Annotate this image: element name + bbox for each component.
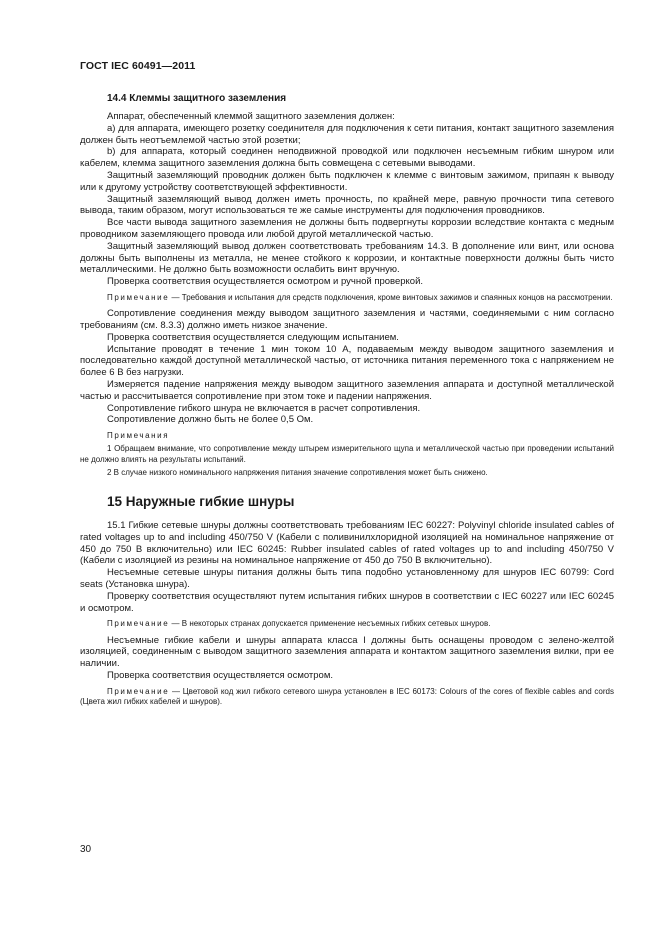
paragraph: Проверка соответствия осуществляется осмотром и ручной проверкой. (107, 276, 424, 288)
section-15-title: 15 Наружные гибкие шнуры (107, 493, 295, 509)
paragraph: Несъемные сетевые шнуры питания должны быть типа подобно установленному для шнуров IEC 60799: Cord seats (Установка шнура). (80, 567, 614, 590)
paragraph: b) для аппарата, который соединен неподвижной проводкой или подключен несъемным гибким шнуром или кабелем, клемма защитного заземления должна быть совмещена с сетевыми выводами. (80, 146, 614, 170)
paragraph: Измеряется падение напряжения между выводом защитного заземления аппарата и доступной металлической частью и рассчитывается сопротивление при этом токе и падении напряжения. (80, 378, 614, 402)
note (80, 687, 614, 707)
page-content (80, 92, 614, 707)
paragraph: Защитный заземляющий вывод должен соответствовать требованиям 14.3. В дополнение или винт, или основа должны быть выполнены из металла, не менее стойкого к коррозии, и контактные поверхности должны быть чисто металлическими. Не должно быть возможности ослабить винт вручную. (80, 240, 614, 276)
section-15-paragraphs (80, 520, 614, 614)
section-14-4-paragraphs (80, 111, 614, 288)
page-number: 30 (80, 844, 92, 855)
paragraph: Все части вывода защитного заземления не должны быть подвергнуты коррозии вследствие контакта с медным проводником заземляющего провода или любой другой металлической частью. (80, 217, 614, 240)
note-item: 2 В случае низкого номинального напряжения питания значение сопротивления может быть снижено. (107, 467, 488, 477)
paragraph: Защитный заземляющий проводник должен быть подключен к клемме с винтовым зажимом, припаян к выводу или к другому устройству соответствующей эффективности. (80, 169, 614, 193)
note-text: — Цветовой код жил гибкого сетевого шнура установлен в IEC 60173: Colours of the cores of flexible cables and cords (Цвета жил гибких кабелей и шнуров). (80, 686, 614, 706)
paragraph: Проверка соответствия осуществляется осмотром. (107, 669, 334, 681)
section-14-4-paragraphs-2 (80, 308, 614, 426)
paragraph: Аппарат, обеспеченный клеммой защитного заземления должен: (107, 111, 395, 122)
note-label: Примечание (107, 292, 170, 302)
notes-label: Примечания (107, 431, 170, 441)
note-item: 1 Обращаем внимание, что сопротивление между штырем измерительного щупа и металлической частью при проведении испытаний не должно влиять на результаты испытаний. (80, 444, 614, 464)
paragraph: Проверка соответствия осуществляется следующим испытанием. (107, 331, 399, 343)
paragraph: Несъемные гибкие кабели и шнуры аппарата класса I должны быть оснащены проводом с зелено-желтой изоляцией, соединенным с выводом защитного заземления аппарата и контактом защитного заземления вилки, при ее наличии. (80, 634, 614, 670)
section-15-paragraphs-2 (80, 635, 614, 682)
paragraph: 15.1 Гибкие сетевые шнуры должны соответствовать требованиям IEC 60227: Polyvinyl chloride insulated cables of rated voltages up to and including 450/750 V (Кабели с поливинилхлоридной изоляцией на номинальное напряжение от 450 до 750 В включительно) или IEC 60245: Rubber insulated cables of rated voltages up to and including 450/750 V (Кабели с изоляцией из резины на номинальное напряжение от 450 до 750 В включительно). (80, 519, 614, 567)
note-text: — В некоторых странах допускается применение несъемных гибких сетевых шнуров. (169, 619, 491, 629)
note-label: Примечание (107, 619, 170, 629)
standard-header: ГОСТ IEC 60491—2011 (80, 60, 196, 72)
section-14-4-title: 14.4 Клеммы защитного заземления (107, 93, 287, 104)
note (80, 293, 614, 303)
paragraph: Сопротивление соединения между выводом защитного заземления и частями, соединяемыми с ним согласно требованиям (см. 8.3.3) должно иметь низкое значение. (80, 308, 614, 331)
paragraph: Защитный заземляющий вывод должен иметь прочность, по крайней мере, равную прочности типа сетевого вывода, таким образом, могут использоваться те же самые инструменты для подключения проводников. (80, 193, 614, 217)
paragraph: a) для аппарата, имеющего розетку соединителя для подключения к сети питания, контакт защитного заземления должен быть неотъемлемой частью этой розетки; (80, 122, 614, 146)
paragraph: Испытание проводят в течение 1 мин током 10 А, подаваемым между выводом защитного заземления и последовательно каждой доступной металлической частью, от источника питания переменного тока с напряжением не более 6 В без нагрузки. (80, 343, 614, 379)
paragraph: Сопротивление должно быть не более 0,5 Ом. (107, 414, 314, 426)
note-text: — Требования и испытания для средств подключения, кроме винтовых зажимов и спаянных концов на рассмотрении. (169, 292, 613, 302)
paragraph: Сопротивление гибкого шнура не включается в расчет сопротивления. (107, 402, 421, 414)
note (80, 619, 614, 629)
note-label: Примечание (107, 686, 170, 696)
paragraph: Проверку соответствия осуществляют путем испытания гибких шнуров в соответствии с IEC 60227 или IEC 60245 и осмотром. (80, 590, 614, 614)
